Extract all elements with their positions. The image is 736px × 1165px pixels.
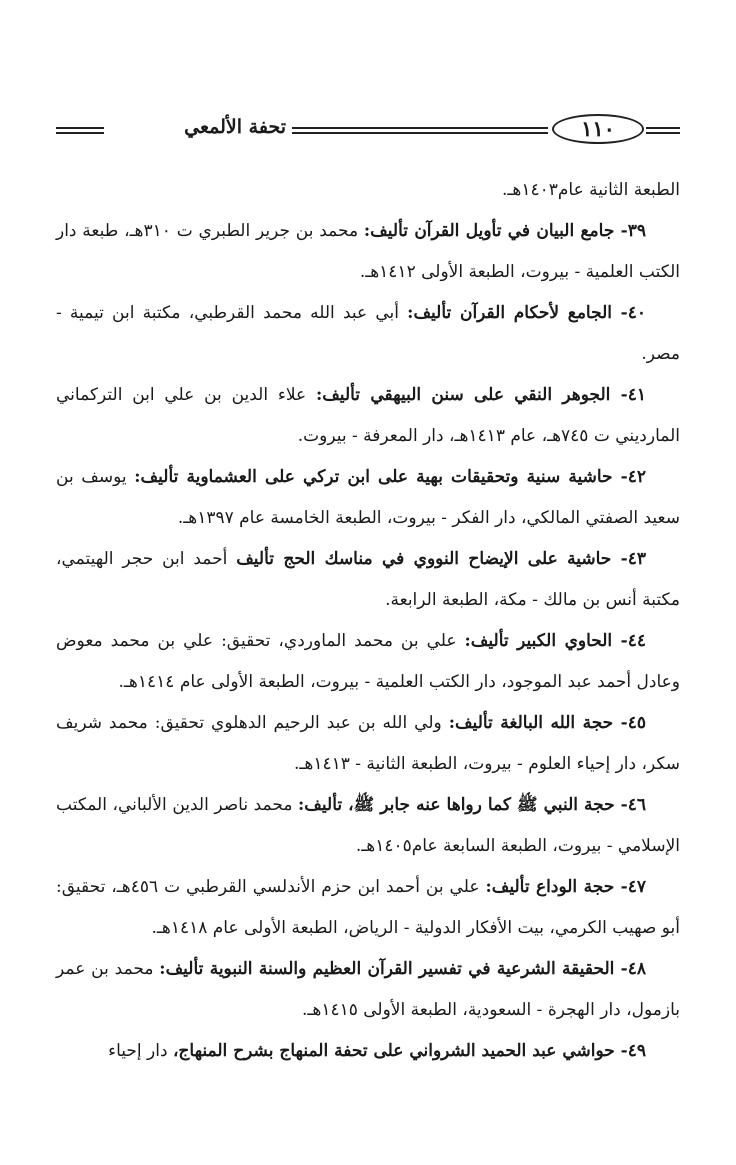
entry-details: علي بن أحمد ابن حزم الأندلسي القرطبي ت ٤٥٦هـ، تحقيق: أبو صهيب الكرمي، بيت الأفكار الدولية - الرياض، الطبعة الأولى عام ١٤١٨هـ.: [56, 877, 680, 938]
entry-title: ٤٨- الحقيقة الشرعية في تفسير القرآن العظيم والسنة النبوية تأليف:: [159, 959, 646, 979]
bibliography-entry: [56, 293, 680, 375]
bibliography-entry: [56, 621, 680, 703]
bibliography-entry: [56, 949, 680, 1031]
entry-title: ٤٢- حاشية سنية وتحقيقات بهية على ابن تركي على العشماوية تأليف:: [134, 467, 646, 487]
entry-title: ٤٦- حجة النبي ﷺ كما رواها عنه جابر ﷺ، تأليف:: [298, 795, 647, 815]
entry-title: ٤٧- حجة الوداع تأليف:: [485, 877, 646, 897]
entry-details: محمد ناصر الدين الألباني، المكتب الإسلامي - بيروت، الطبعة السابعة عام١٤٠٥هـ.: [56, 795, 680, 856]
bibliography-entry: [56, 211, 680, 293]
bibliography-entry: [56, 785, 680, 867]
entry-details: أبي عبد الله محمد القرطبي، مكتبة ابن تيمية - مصر.: [56, 303, 680, 364]
bibliography-entry: [56, 1031, 680, 1072]
bibliography-entry: [56, 703, 680, 785]
entry-details: علي بن محمد الماوردي، تحقيق: علي بن محمد معوض وعادل أحمد عبد الموجود، دار الكتب العلمية - بيروت، الطبعة الأولى عام ١٤١٤هـ.: [56, 631, 680, 692]
entry-details: محمد بن عمر بازمول، دار الهجرة - السعودية، الطبعة الأولى ١٤١٥هـ.: [56, 959, 680, 1020]
entry-details: علاء الدين بن علي ابن التركماني المارديني ت ٧٤٥هـ، عام ١٤١٣هـ، دار المعرفة - بيروت.: [56, 385, 680, 446]
entry-title: ٣٩- جامع البيان في تأويل القرآن تأليف:: [363, 221, 646, 241]
running-title: تحفة الألمعي: [184, 116, 286, 138]
bibliography-entry-continuation: الطبعة الثانية عام١٤٠٣هـ.: [501, 180, 680, 200]
entry-title: ٤٠- الجامع لأحكام القرآن تأليف:: [407, 303, 647, 323]
header-rule-right: [646, 127, 680, 134]
page-number: ١١٠: [552, 114, 644, 144]
bibliography-entry: [56, 539, 680, 621]
bibliography-entry: [56, 867, 680, 949]
entry-title: ٤١- الجوهر النقي على سنن البيهقي تأليف:: [315, 385, 646, 405]
page-header: [56, 112, 680, 148]
entry-details: محمد بن جرير الطبري ت ٣١٠هـ، طبعة دار الكتب العلمية - بيروت، الطبعة الأولى ١٤١٢هـ.: [56, 221, 680, 282]
entry-title: ٤٤- الحاوي الكبير تأليف:: [464, 631, 646, 651]
entry-title: ٤٩- حواشي عبد الحميد الشرواني على تحفة المنهاج بشرح المنهاج،: [172, 1041, 646, 1061]
entry-details: أحمد ابن حجر الهيتمي، مكتبة أنس بن مالك - مكة، الطبعة الرابعة.: [56, 549, 680, 610]
entry-details: دار إحياء: [108, 1041, 173, 1061]
entry-title: ٤٥- حجة الله البالغة تأليف:: [448, 713, 646, 733]
entry-details: يوسف بن سعيد الصفتي المالكي، دار الفكر - بيروت، الطبعة الخامسة عام ١٣٩٧هـ.: [56, 467, 680, 528]
bibliography-entry: [56, 375, 680, 457]
entry-title: ٤٣- حاشية على الإيضاح النووي في مناسك الحج تأليف: [236, 549, 646, 569]
bibliography-list: [56, 170, 680, 1072]
header-rule-left: [56, 127, 104, 134]
bibliography-entry: [56, 457, 680, 539]
header-rule-middle: [292, 127, 548, 134]
entry-details: ولي الله بن عبد الرحيم الدهلوي تحقيق: محمد شريف سكر، دار إحياء العلوم - بيروت، الطبعة الثانية - ١٤١٣هـ.: [56, 713, 680, 774]
